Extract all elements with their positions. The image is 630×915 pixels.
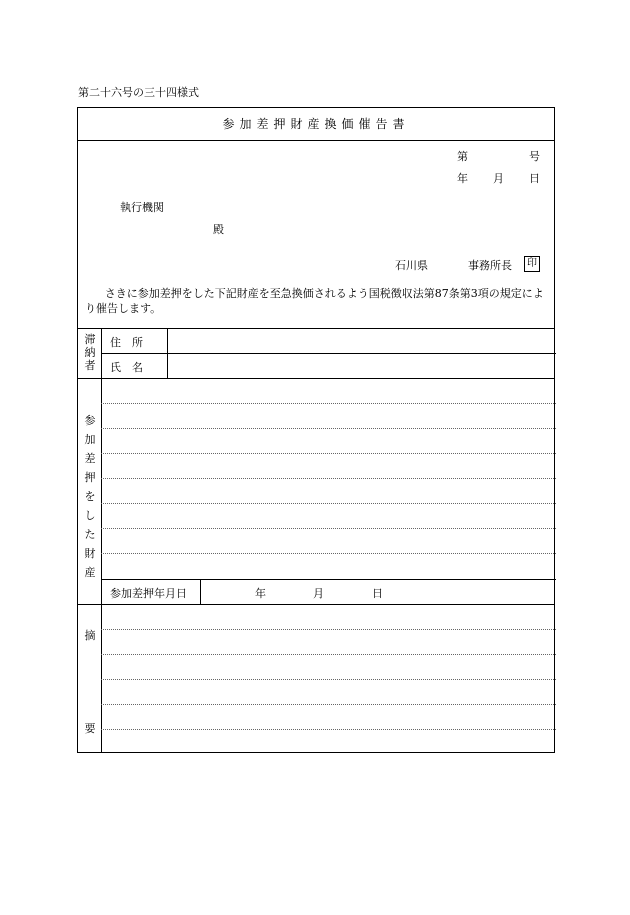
remarks-label-bottom: 要 bbox=[84, 722, 96, 735]
delinquent-section-label: 滞 納 者 bbox=[84, 333, 96, 372]
address-label: 住 所 bbox=[110, 336, 143, 349]
property-ruled-line bbox=[101, 403, 556, 404]
sender-title: 事務所長 bbox=[468, 259, 512, 272]
form-number-label: 第二十六号の三十四様式 bbox=[78, 86, 199, 99]
demand-form bbox=[77, 107, 555, 753]
property-ruled-line bbox=[101, 428, 556, 429]
date-year-label: 年 bbox=[457, 172, 468, 185]
property-ruled-line bbox=[101, 528, 556, 529]
property-section-divider bbox=[78, 604, 554, 605]
date-day-label: 日 bbox=[529, 172, 540, 185]
remarks-ruled-line bbox=[101, 679, 556, 680]
delinquent-section-divider bbox=[78, 378, 554, 379]
name-label: 氏 名 bbox=[110, 361, 143, 374]
seizure-date-label: 参加差押年月日 bbox=[110, 587, 187, 600]
seizure-date-top-border bbox=[101, 579, 556, 580]
seizure-year-label: 年 bbox=[255, 587, 266, 600]
remarks-ruled-line bbox=[101, 654, 556, 655]
title-divider bbox=[78, 140, 554, 141]
remarks-ruled-line bbox=[101, 729, 556, 730]
property-ruled-line bbox=[101, 453, 556, 454]
remarks-ruled-line bbox=[101, 629, 556, 630]
seizure-day-label: 日 bbox=[372, 587, 383, 600]
honorific-label: 殿 bbox=[213, 223, 224, 236]
seizure-date-divider bbox=[200, 579, 201, 604]
number-suffix: 号 bbox=[529, 150, 540, 163]
remarks-label-top: 摘 bbox=[84, 629, 96, 642]
property-ruled-line bbox=[101, 478, 556, 479]
demand-text: さきに参加差押をした下記財産を至急換価されるよう国税徴収法第87条第3項の規定により催告します。 bbox=[85, 287, 544, 315]
seizure-month-label: 月 bbox=[313, 587, 324, 600]
sender-prefecture: 石川県 bbox=[395, 259, 428, 272]
seal-mark: 印 bbox=[524, 256, 540, 272]
property-ruled-line bbox=[101, 503, 556, 504]
header-section-divider bbox=[78, 328, 554, 329]
agency-label: 執行機関 bbox=[120, 201, 164, 214]
form-title: 参加差押財産換価催告書 bbox=[222, 117, 410, 131]
number-prefix: 第 bbox=[457, 150, 468, 163]
delinquent-row-divider bbox=[101, 353, 556, 354]
property-ruled-line bbox=[101, 553, 556, 554]
date-month-label: 月 bbox=[493, 172, 504, 185]
property-section-label: 参 加 差 押 を し た 財 産 bbox=[84, 414, 96, 579]
remarks-ruled-line bbox=[101, 704, 556, 705]
property-label-divider bbox=[101, 378, 102, 604]
